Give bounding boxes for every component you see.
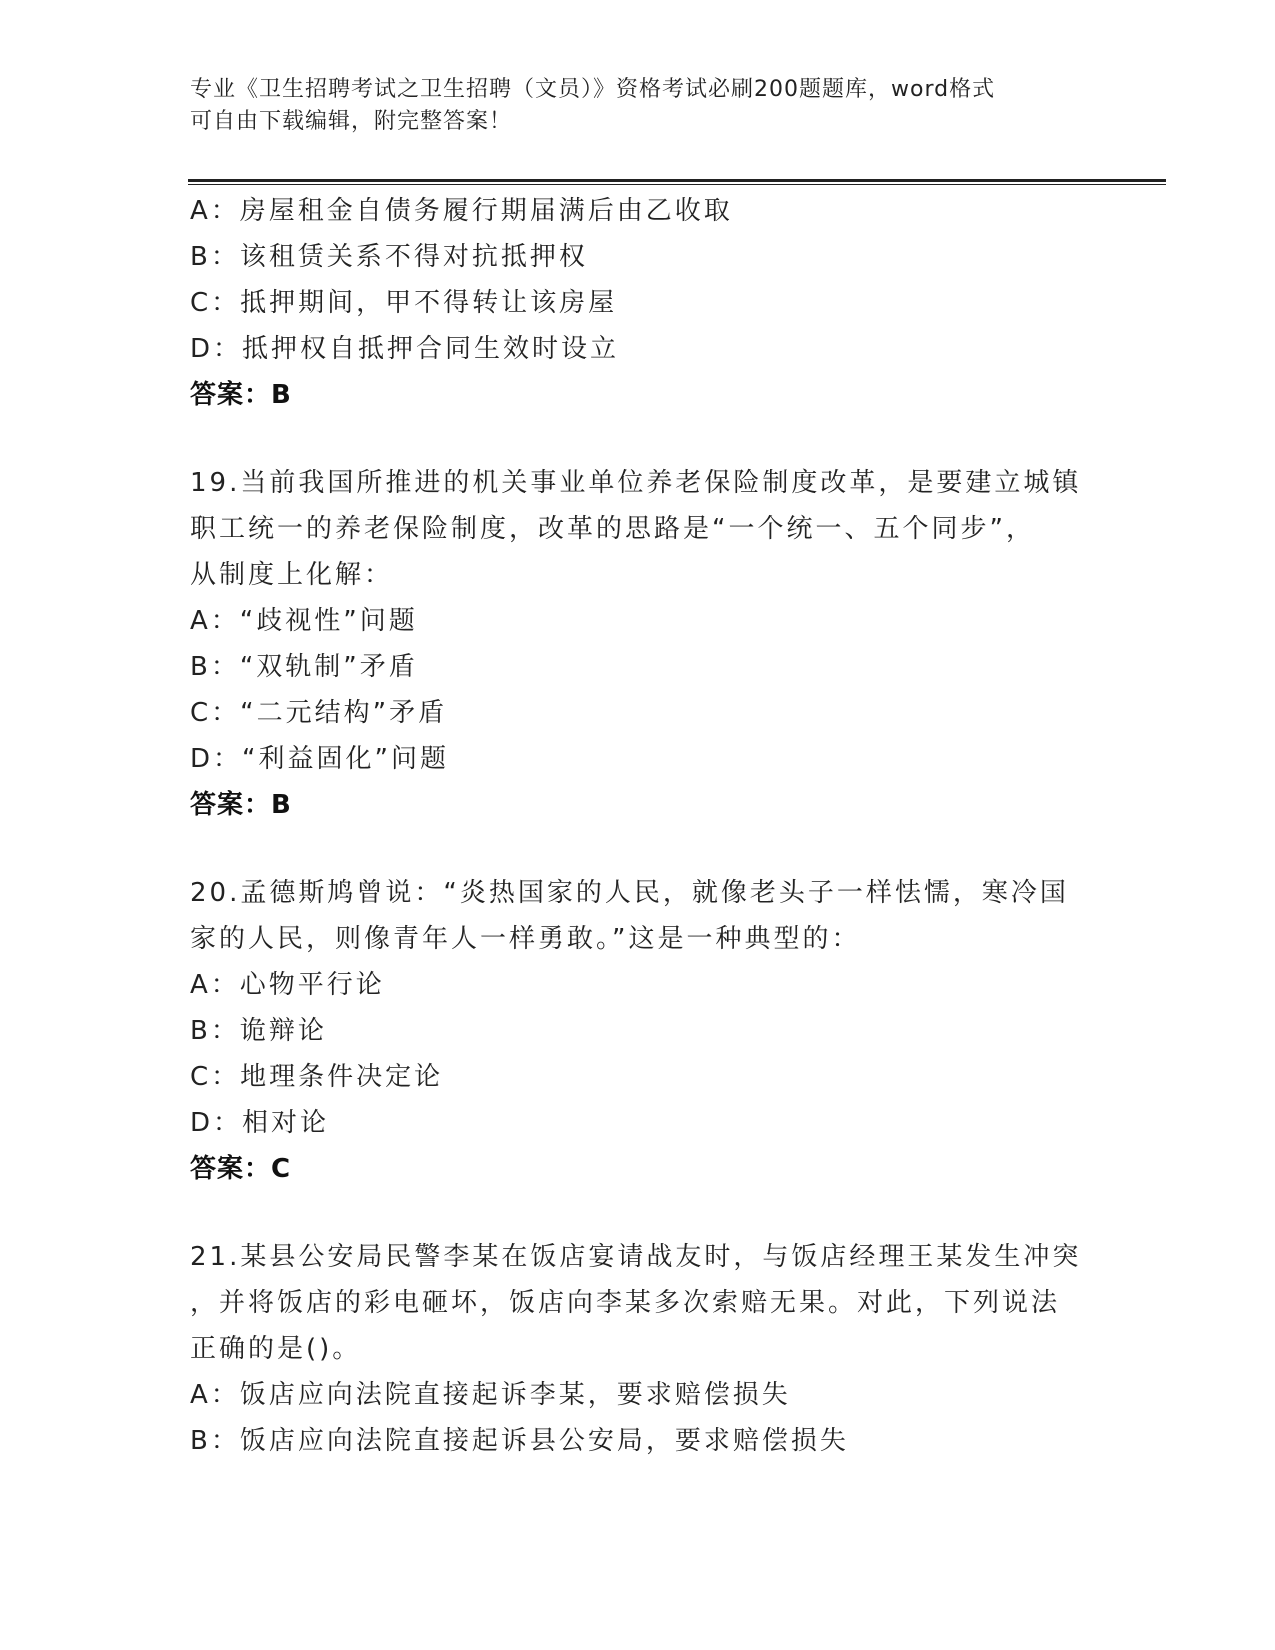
question-stem-line: 19.当前我国所推进的机关事业单位养老保险制度改革，是要建立城镇	[190, 468, 1082, 498]
option-a: A：饭店应向法院直接起诉李某，要求赔偿损失	[190, 1380, 791, 1410]
option-b: B：诡辩论	[190, 1016, 327, 1046]
question-stem-line: 家的人民，则像青年人一样勇敢。”这是一种典型的：	[190, 924, 861, 954]
question-18	[190, 188, 1110, 418]
question-stem-line: 职工统一的养老保险制度，改革的思路是“一个统一、五个同步”，	[190, 514, 1035, 544]
option-b: B：“双轨制”矛盾	[190, 652, 418, 682]
header-divider-thick	[188, 179, 1166, 182]
spacer	[190, 828, 1110, 870]
option-d: D：相对论	[190, 1108, 330, 1138]
option-b: B：该租赁关系不得对抗抵押权	[190, 242, 588, 272]
option-c: C：抵押期间，甲不得转让该房屋	[190, 288, 618, 318]
option-b: B：饭店应向法院直接起诉县公安局，要求赔偿损失	[190, 1426, 849, 1456]
question-stem-line: ，并将饭店的彩电砸坏，饭店向李某多次索赔无果。对此，下列说法	[190, 1288, 1061, 1318]
option-a: A：房屋租金自债务履行期届满后由乙收取	[190, 196, 733, 226]
answer-line: 答案：B	[190, 790, 292, 820]
question-21	[190, 1234, 1110, 1464]
question-stem-line: 20.孟德斯鸠曾说：“炎热国家的人民，就像老头子一样怯懦，寒冷国	[190, 878, 1069, 908]
question-stem-line: 从制度上化解：	[190, 560, 394, 590]
option-d: D：抵押权自抵押合同生效时设立	[190, 334, 620, 364]
option-d: D：“利益固化”问题	[190, 744, 449, 774]
document-header	[190, 74, 1090, 138]
spacer	[190, 418, 1110, 460]
question-19	[190, 460, 1110, 828]
question-stem-line: 正确的是()。	[190, 1334, 362, 1364]
option-a: A：心物平行论	[190, 970, 385, 1000]
header-divider-thin	[188, 184, 1166, 185]
question-list	[190, 188, 1110, 1464]
option-a: A：“歧视性”问题	[190, 606, 418, 636]
question-stem-line: 21.某县公安局民警李某在饭店宴请战友时，与饭店经理王某发生冲突	[190, 1242, 1082, 1272]
option-c: C：“二元结构”矛盾	[190, 698, 448, 728]
spacer	[190, 1192, 1110, 1234]
option-c: C：地理条件决定论	[190, 1062, 444, 1092]
header-line-1: 专业《卫生招聘考试之卫生招聘（文员）》资格考试必刷200题题库，word格式	[190, 77, 996, 102]
answer-line: 答案：C	[190, 1154, 292, 1184]
header-line-2: 可自由下载编辑，附完整答案！	[190, 109, 513, 134]
answer-line: 答案：B	[190, 380, 292, 410]
question-20	[190, 870, 1110, 1192]
